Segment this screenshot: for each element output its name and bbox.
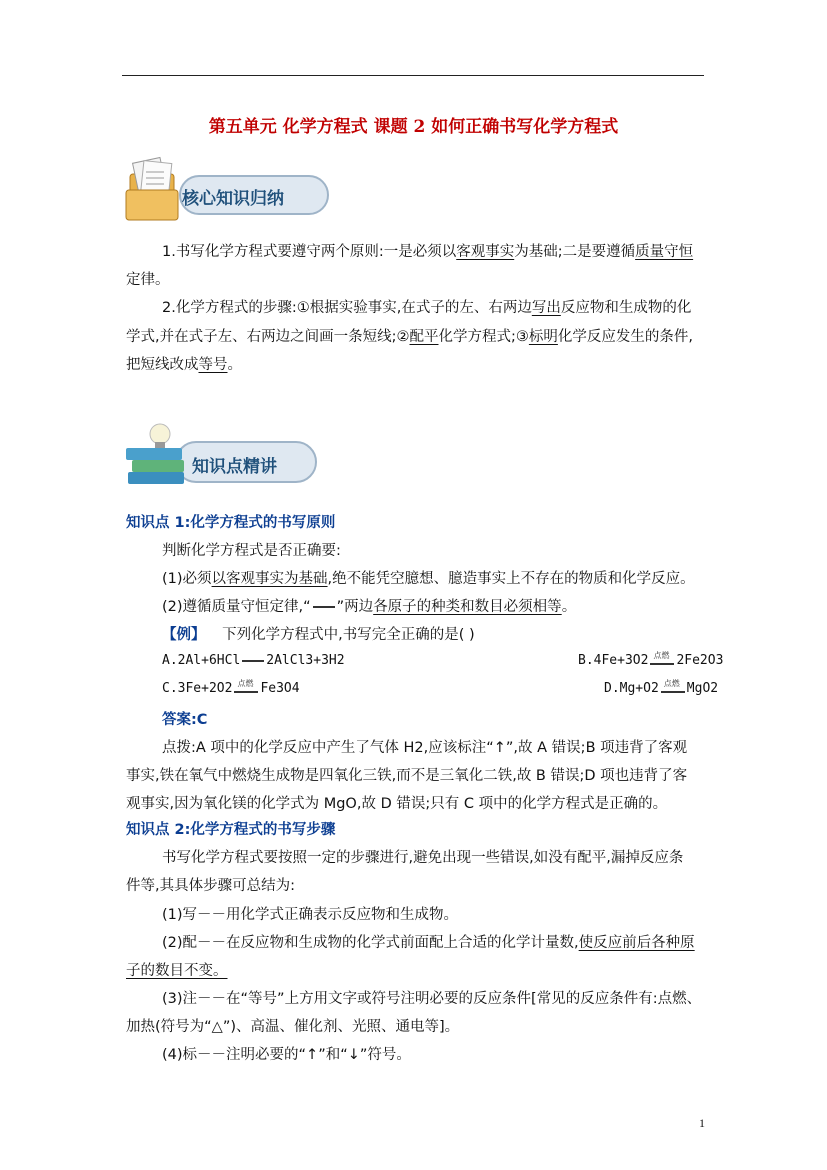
kp1-rule1: (1)必须以客观事实为基础,绝不能凭空臆想、臆造事实上不存在的物质和化学反应。: [162, 571, 695, 587]
hint-line1: 点拨:A 项中的化学反应中产生了气体 H2,应该标注“↑”,故 A 错误;B 项违背了客观: [162, 740, 688, 756]
kp2-intro1: 书写化学方程式要按照一定的步骤进行,避免出现一些错误,如没有配平,漏掉反应条: [162, 850, 684, 866]
kp1-intro: 判断化学方程式是否正确要:: [162, 543, 341, 559]
kp2-intro2: 件等,其具体步骤可总结为:: [126, 878, 295, 894]
kp1-heading: 知识点 1:化学方程式的书写原则: [126, 515, 336, 531]
option-c: C.3Fe+2O2 点燃 Fe3O4: [162, 679, 300, 696]
hint-line2: 事实,铁在氧气中燃烧生成物是四氧化三铁,而不是三氧化二铁,故 B 错误;D 项也违背了客: [126, 768, 688, 784]
kp2-step3-line1: (3)注－－在“等号”上方用文字或符号注明必要的反应条件[常见的反应条件有:点燃、: [162, 991, 702, 1007]
detail-badge-label: 知识点精讲: [192, 457, 277, 477]
kp2-heading: 知识点 2:化学方程式的书写步骤: [126, 822, 336, 838]
core-p1-line1: 1.书写化学方程式要遵守两个原则:一是必须以客观事实为基础;二是要遵循质量守恒: [162, 244, 694, 260]
core-p2-line2: 学式,并在式子左、右两边之间画一条短线;②配平化学方程式;③标明化学反应发生的条件,: [126, 329, 693, 345]
kp2-step4: (4)标－－注明必要的“↑”和“↓”符号。: [162, 1047, 411, 1063]
knowledge-detail-badge: [122, 420, 322, 495]
kp1-rule2: (2)遵循质量守恒定律,“ ”两边各原子的种类和数目必须相等。: [162, 599, 577, 615]
answer: 答案:C: [162, 712, 208, 728]
equals-line-symbol: [313, 606, 335, 608]
option-d: D.Mg+O2 点燃 MgO2: [604, 679, 719, 696]
kp1-example: 【例】 下列化学方程式中,书写完全正确的是( ): [162, 627, 475, 643]
kp2-step2-line1: (2)配－－在反应物和生成物的化学式前面配上合适的化学计量数,使反应前后各种原: [162, 935, 695, 951]
core-p1-line2: 定律。: [126, 272, 170, 288]
option-a: A.2Al+6HCl 2AlCl3+3H2: [162, 653, 345, 668]
kp2-step2-line2: 子的数目不变。: [126, 963, 228, 979]
core-knowledge-badge: [122, 156, 332, 226]
option-b: B.4Fe+3O2 点燃 2Fe2O3: [578, 651, 724, 668]
kp2-step1: (1)写－－用化学式正确表示反应物和生成物。: [162, 907, 459, 923]
page-title: 第五单元 化学方程式 课题 2 如何正确书写化学方程式: [208, 117, 619, 137]
hint-line3: 观事实,因为氧化镁的化学式为 MgO,故 D 错误;只有 C 项中的化学方程式是正确的。: [126, 796, 668, 812]
header-rule: [122, 75, 704, 76]
core-p2-line1: 2.化学方程式的步骤:①根据实验事实,在式子的左、右两边写出反应物和生成物的化: [162, 300, 692, 316]
kp2-step3-line2: 加热(符号为“△”)、高温、催化剂、光照、通电等]。: [126, 1019, 460, 1035]
core-badge-label: 核心知识归纳: [182, 189, 284, 209]
core-u-objective-fact: 客观事实: [456, 244, 515, 260]
page-number: 1: [699, 1116, 705, 1130]
core-u-mass-conservation: 质量守恒: [635, 244, 694, 260]
core-p2-line3: 把短线改成等号。: [126, 357, 242, 373]
